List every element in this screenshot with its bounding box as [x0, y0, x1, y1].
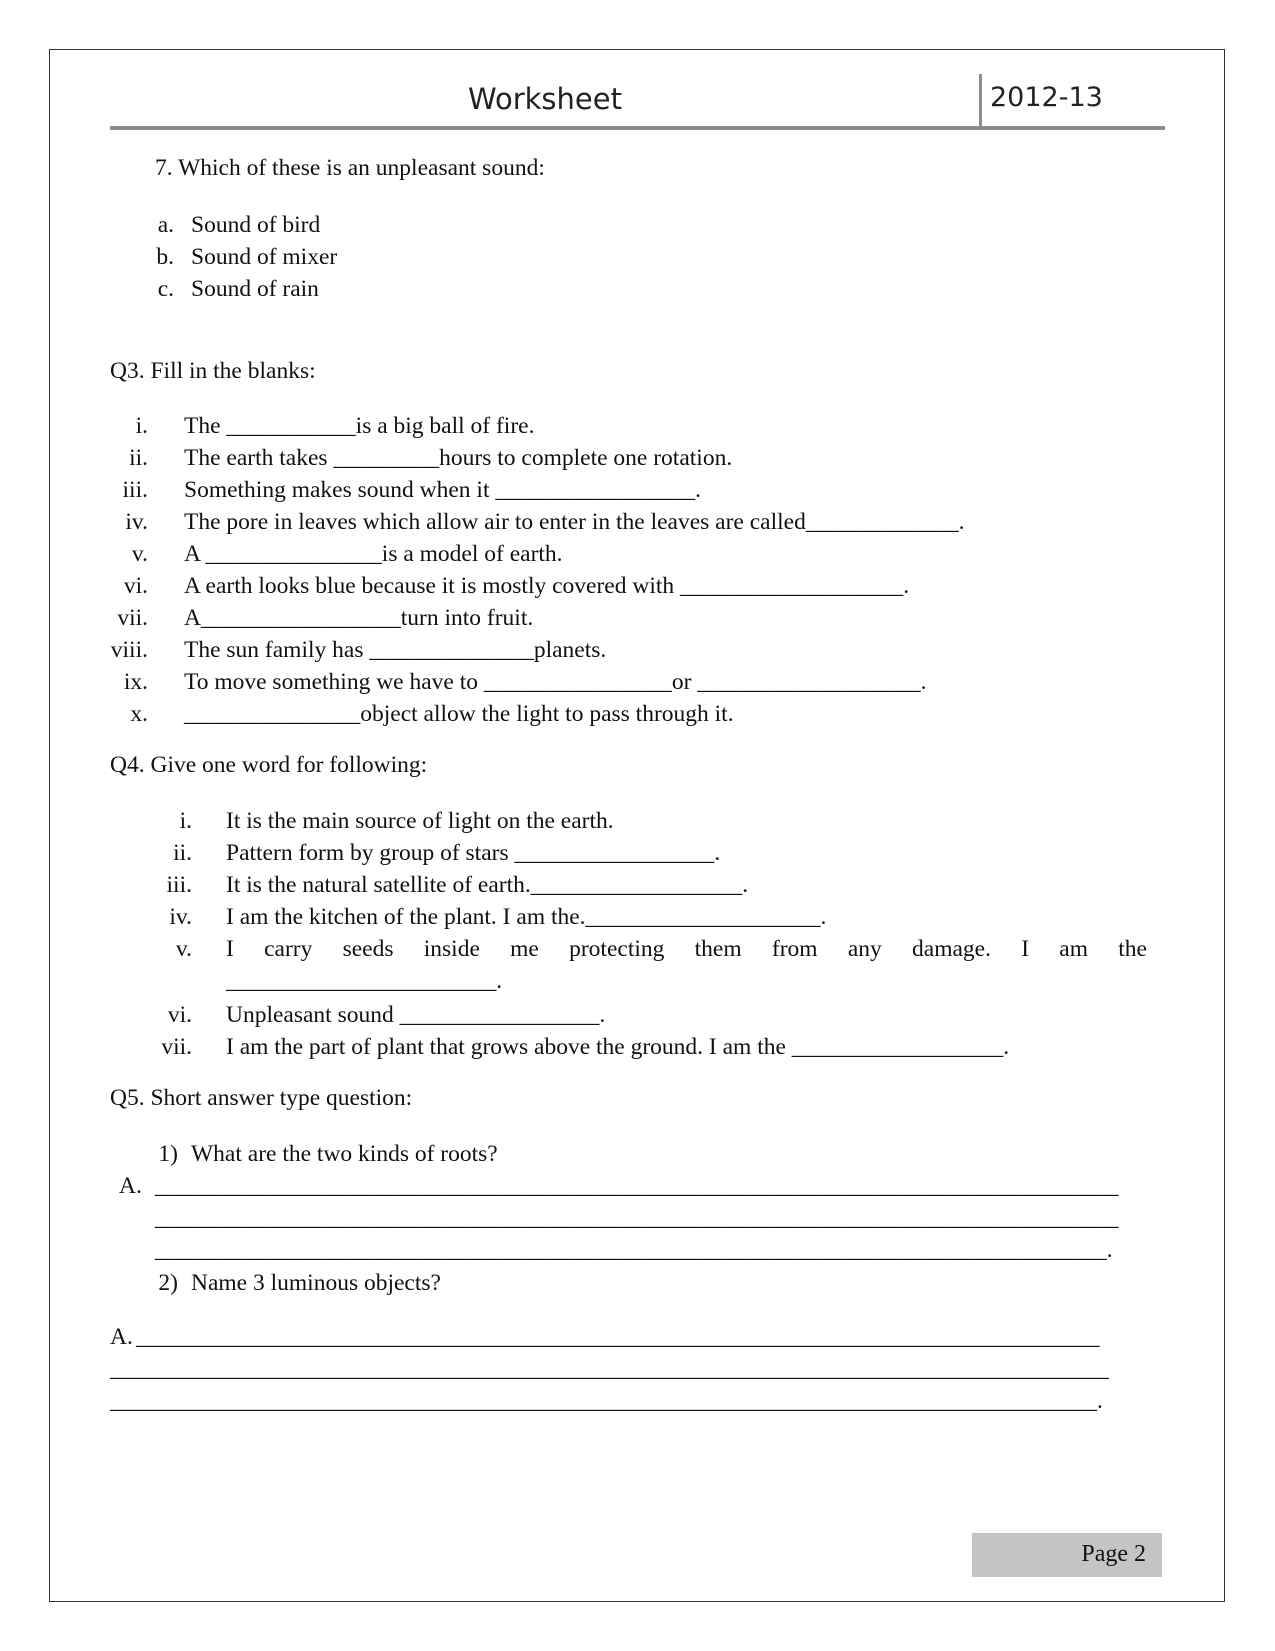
- q4-item-justified-text: [226, 934, 1147, 964]
- q3-item-text: Something makes sound when it _________________.: [184, 477, 701, 503]
- q5-answer-line: _____________________________________________________________________________________: [110, 1356, 1109, 1382]
- q5-answer-label: A.: [110, 1324, 133, 1350]
- q7-question: 7. Which of these is an unpleasant sound:: [155, 155, 545, 181]
- header-year: 2012-13: [990, 82, 1103, 113]
- q5-heading: Q5. Short answer type question:: [110, 1085, 413, 1111]
- q4-item-number: vi.: [167, 1002, 192, 1028]
- word: the: [1118, 936, 1147, 962]
- word: from: [771, 936, 818, 962]
- word: I: [226, 936, 234, 962]
- word: protecting: [569, 936, 665, 962]
- q3-item-number: iv.: [125, 509, 148, 535]
- q4-item-text: Pattern form by group of stars _________________.: [226, 840, 721, 866]
- q3-item-text: The earth takes _________hours to complete one rotation.: [184, 445, 733, 471]
- q5-answer-line: __________________________________________________________________________________: [155, 1173, 1119, 1199]
- page-number-box: [972, 1533, 1162, 1577]
- word: inside: [423, 936, 480, 962]
- q7-option-number: b.: [156, 244, 174, 270]
- q3-item-number: x.: [130, 701, 148, 727]
- q7-option-text: Sound of mixer: [191, 244, 338, 270]
- q4-item-number: v.: [175, 936, 192, 962]
- q3-item-number: viii.: [110, 637, 148, 663]
- q5-question-text: What are the two kinds of roots?: [191, 1141, 498, 1167]
- q3-item-text: _______________object allow the light to pass through it.: [184, 701, 734, 727]
- q5-question-number: 1): [158, 1141, 178, 1167]
- q3-item-number: ii.: [129, 445, 148, 471]
- q3-item-number: vii.: [117, 605, 148, 631]
- q3-item-text: A _______________is a model of earth.: [184, 541, 563, 567]
- q3-item-text: The sun family has ______________planets.: [184, 637, 607, 663]
- q4-item-number: iii.: [166, 872, 192, 898]
- q4-item-text: I am the kitchen of the plant. I am the.____________________.: [226, 904, 827, 930]
- q5-answer-line: ____________________________________________________________________________________.: [110, 1388, 1103, 1414]
- word: carry: [264, 936, 313, 962]
- q4-item-number: vii.: [161, 1034, 192, 1060]
- word: me: [510, 936, 539, 962]
- q3-item-text: A_________________turn into fruit.: [184, 605, 534, 631]
- q3-item-number: vi.: [123, 573, 148, 599]
- header-title: Worksheet: [468, 82, 622, 116]
- word: damage.: [912, 936, 991, 962]
- q3-item-text: A earth looks blue because it is mostly covered with ___________________.: [184, 573, 910, 599]
- word: them: [694, 936, 742, 962]
- q3-item-number: i.: [135, 413, 148, 439]
- q4-item-number: i.: [179, 808, 192, 834]
- q7-option-text: Sound of bird: [191, 212, 321, 238]
- word: am: [1059, 936, 1089, 962]
- q5-answer-label: A.: [119, 1173, 142, 1199]
- q4-item-text: It is the natural satellite of earth.__________________.: [226, 872, 749, 898]
- q5-answer-line: _________________________________________________________________________________.: [155, 1237, 1113, 1263]
- q4-item-text: I am the part of plant that grows above the ground. I am the __________________.: [226, 1034, 1010, 1060]
- q3-item-number: v.: [131, 541, 148, 567]
- q3-item-number: iii.: [122, 477, 148, 503]
- q5-answer-line: __________________________________________________________________________________: [136, 1324, 1100, 1350]
- q3-item-text: The pore in leaves which allow air to enter in the leaves are called_____________.: [184, 509, 965, 535]
- word: seeds: [342, 936, 394, 962]
- q3-item-text: To move something we have to ________________or ___________________.: [184, 669, 927, 695]
- q4-item-number: ii.: [173, 840, 192, 866]
- q5-question-number: 2): [158, 1270, 178, 1296]
- q3-item-number: ix.: [123, 669, 148, 695]
- q4-item-continuation: _______________________.: [226, 968, 503, 994]
- q4-item-number: iv.: [169, 904, 192, 930]
- q5-answer-line: __________________________________________________________________________________: [155, 1205, 1119, 1231]
- page-number: Page 2: [1081, 1541, 1146, 1567]
- word: I: [1021, 936, 1030, 962]
- word: any: [847, 936, 882, 962]
- q3-heading: Q3. Fill in the blanks:: [110, 358, 316, 384]
- q7-option-text: Sound of rain: [191, 276, 319, 302]
- q4-item-text: It is the main source of light on the earth.: [226, 808, 614, 834]
- q4-item-text: Unpleasant sound _________________.: [226, 1002, 606, 1028]
- q5-question-text: Name 3 luminous objects?: [191, 1270, 441, 1296]
- q7-option-number: a.: [157, 212, 174, 238]
- q4-heading: Q4. Give one word for following:: [110, 752, 428, 778]
- q3-item-text: The ___________is a big ball of fire.: [184, 413, 535, 439]
- q7-option-number: c.: [157, 276, 174, 302]
